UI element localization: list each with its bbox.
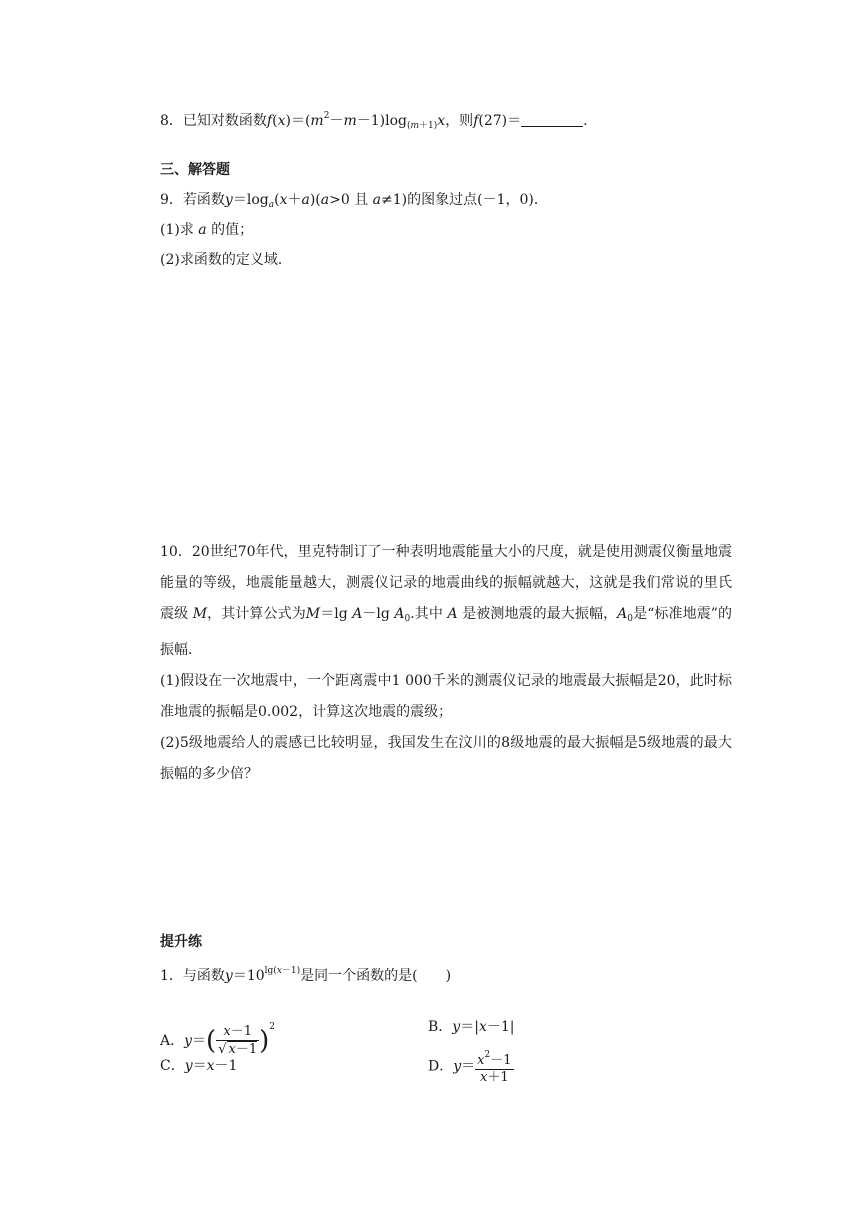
question-8: 8．已知对数函数$f(x)=(m^2-m-1)\log_{(m+1)}x$，则f(27)＝ . (160, 111, 588, 131)
option-c[interactable]: C．y＝x－1 (160, 1058, 238, 1074)
question-8-formula: $f(x)=(m^2-m-1)\log_{(m+1)}x$ (266, 111, 446, 131)
section-heading: 三、解答题 (160, 162, 230, 178)
question-9: 9．若函数$y=\log_a(x+a)(a>0$ 且 a≠1)的图象过点(－1，0)． (160, 192, 548, 210)
question-10: 10．20世纪70年代，里克特制订了一种表明地震能量大小的尺度，就是使用测震仪衡量地震能量的等级，地震能量越大，测震仪记录的地震曲线的振幅就越大，这就是我们常说的里氏震级 M，其计算公式为M＝lg A－lg $A_0$.其中 A 是被测地震的最大振幅，$A_0$是“标准地震”的振幅． (1)假设在一次地震中，一个距离震中1 000千米的测震仪记录的地震最大振幅是20，此时标准地震的振幅是0.002，计算这次地震的震级； (2)5级地震给人的震感已比较明显，我国发生在汶川的8级地震的最大振幅是5级地震的最大振幅的多少倍？ (160, 537, 732, 790)
improve-question-1: 1．与函数$y=10^{lg(x-1)}$是同一个函数的是( ) (160, 966, 452, 984)
option-b[interactable]: B．y＝|x－1| (428, 1019, 515, 1035)
question-9-number: 9． (160, 192, 183, 208)
improve-heading: 提升练 (160, 934, 202, 950)
question-10-part-1: (1)假设在一次地震中，一个距离震中1 000千米的测震仪记录的地震最大振幅是20，此时标准地震的振幅是0.002，计算这次地震的震级； (160, 673, 732, 720)
question-8-number: 8． (160, 113, 183, 129)
answer-blank[interactable] (521, 112, 583, 127)
option-a[interactable]: A．y＝( $\frac{x-1}{√ x-1}$ )$^2$ (160, 1022, 276, 1057)
question-9-part-2: (2)求函数的定义域． (160, 252, 292, 268)
question-8-text: 已知对数函数 (182, 113, 267, 129)
question-10-part-2: (2)5级地震给人的震感已比较明显，我国发生在汶川的8级地震的最大振幅是5级地震的最大振幅的多少倍？ (160, 735, 732, 782)
question-9-part-1: (1)求 a 的值； (160, 222, 254, 238)
option-d[interactable]: D．y＝ $\frac{x^2-1}{x+1}$ (428, 1047, 514, 1086)
